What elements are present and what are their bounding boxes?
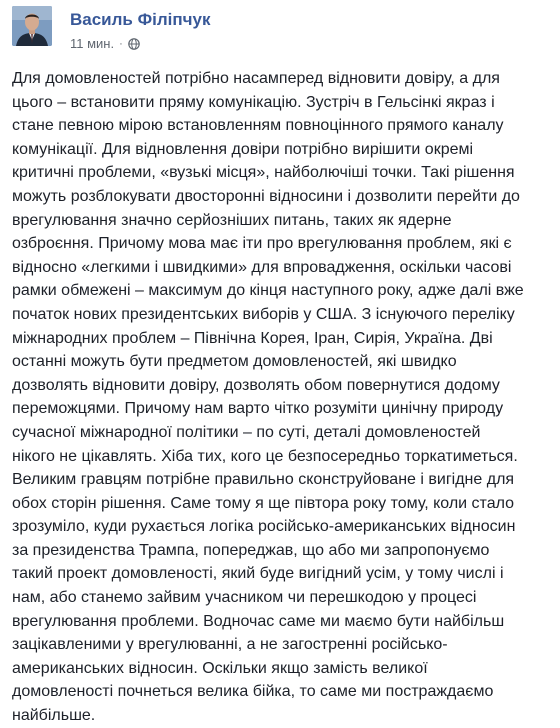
post-text-line: за президенства Трампа, попереджав, що або ми запропонуємо (12, 541, 490, 559)
avatar-image (12, 6, 52, 46)
meta-separator: · (119, 37, 123, 50)
author-avatar[interactable] (12, 6, 52, 46)
post-text-line: озброєння. Причому мова має іти про врегулювання проблем, які є (12, 235, 512, 253)
post-text-line: зрозуміло, куди рухається логіка російсько-американських відносин (12, 518, 516, 536)
post-text-line: цього – встановити пряму комунікацію. Зустріч в Гельсінкі якраз і (12, 93, 495, 111)
post-text-line: домовленості почнеться велика бійка, то саме ми постраждаємо (12, 683, 494, 701)
post-text-line: переможцями. Причому нам варто чітко розуміти цинічну природу (12, 400, 504, 418)
post-text-line: американських відносин. Оскільки якщо замість великої (12, 659, 428, 677)
post-text-line: стане певною мірою встановленням повноцінного прямого каналу (12, 117, 504, 135)
post-text-line: врегулювання проблеми. Водночас саме ми маємо бути найбільш (12, 612, 505, 630)
post-text-line: нам, або станемо зайвим учасником чи перешкодою у процесі (12, 589, 477, 607)
post-header (12, 6, 552, 54)
post-text-line: відносно «легкими і швидкими» для впровадження, оскільки часові (12, 258, 512, 276)
post-text-line: Для домовленостей потрібно насамперед відновити довіру, а для (12, 70, 500, 87)
post-text-line: врегулювання значно серйозніших питань, таких як ядерне (12, 211, 452, 229)
post-text-line: можуть розблокувати двосторонні відносини і дозволити перейти до (12, 187, 520, 205)
post-text-line: дозволять відновити довіру, дозволять обом повернутися додому (12, 376, 500, 394)
post-text-line: рамки обмежені – максимум до кінця наступного року, адже далі вже (12, 282, 524, 300)
post-meta (70, 36, 140, 51)
post-text-line: останні можуть бути предметом домовленостей, які швидко (12, 353, 457, 371)
post-text-line: зацікавленими у врегулюванні, а не загостренні російсько- (12, 636, 448, 654)
post-text-line: початок нових президентських виборів у США. З існуючого переліку (12, 305, 515, 323)
post-text-line: нікого не цікавлять. Хіба тих, кого це безпосередньо торкатиметься. (12, 447, 518, 465)
post-timestamp[interactable]: 11 мин. (70, 36, 115, 51)
post-text-line: обох сторін рішення. Саме тому я ще півтора року тому, коли стало (12, 494, 515, 512)
post-text-line: критичні проблеми, «вузькі місця», найболючіші точки. Такі рішення (12, 164, 515, 182)
post-text-line: сучасної міжнародної політики – по суті, деталі домовленостей (12, 423, 481, 441)
post-text-line: такий проект домовленості, який буде вигідний усім, у тому числі і (12, 565, 504, 583)
globe-icon[interactable] (128, 38, 140, 50)
post-text-line: комунікації. Для відновлення довіри потрібно вирішити окремі (12, 140, 474, 158)
author-name-link[interactable]: Василь Філіпчук (70, 10, 211, 29)
post-text-line: міжнародних проблем – Північна Корея, Іран, Сирія, Україна. Дві (12, 329, 493, 347)
post-text-line: Великим гравцям потрібне правильно сконструйоване і вигідне для (12, 471, 515, 489)
post-text-line: найбільше. (12, 707, 96, 725)
post-body-text (12, 67, 548, 728)
